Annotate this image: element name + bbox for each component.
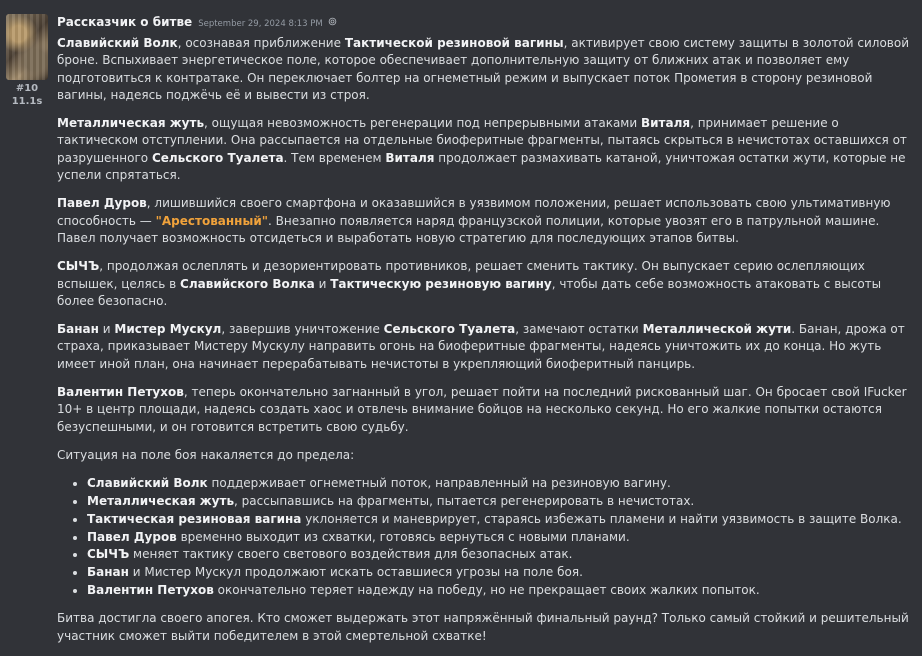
list-item: • Павел Дуров временно выходит из схватки, готовясь вернуться с новыми планами. (87, 529, 919, 546)
list-item: • Тактическая резиновая вагина уклоняется и маневрирует, стараясь избежать пламени и найти уязвимость в защите Волка. (87, 511, 919, 528)
paragraph-5: Банан и Мистер Мускул, завершив уничтожение Сельского Туалета, замечают остатки Металлической жути. Банан, дрожа от страха, приказывает Мистеру Мускулу направить огонь на биоферитные фрагменты, надеясь уничтожить их до конца. Но жуть имеет иной план, она начинает перерабатывать нечистоты в укрепляющий биоферитный панцирь. (57, 322, 905, 371)
paragraph-2: Металлическая жуть, ощущая невозможность регенерации под непрерывными атаками Виталя, принимает решение о тактическом отступлении. Она рассыпается на отдельные биоферитные фрагменты, пытаясь скрыться в нечистотах оставшихся от разрушенного Сельского Туалета. Тем временем Виталя продолжает размахивать катаной, уничтожая остатки жути, которые не успели спрятаться. (57, 116, 907, 183)
list-item: • Валентин Петухов окончательно теряет надежду на победу, но не прекращает своих жалких попыток. (87, 582, 919, 599)
paragraph-7: Ситуация на поле боя накаляется до предела: (57, 447, 355, 462)
status-list (57, 475, 919, 599)
score-label: 11.1s (11, 96, 43, 107)
paragraph-1: Славийский Волк, осознавая приближение Тактической резиновой вагины, активирует свою систему защиты в золотой силовой броне. Вспыхивает энергетическое поле, которое обеспечивает дополнительную защиту от ближних атак и позволяет ему подготовиться к контратаке. Он переключает болтер на огнеметный режим и выпускает поток Прометия в сторону резиновой вагины, надеясь поджёчь её и вывести из строя. (57, 36, 910, 102)
rank-label: #10 (15, 83, 39, 94)
rank-block (6, 82, 48, 108)
paragraph-4: СЫЧЪ, продолжая ослеплять и дезориентировать противников, решает сменить тактику. Он выпускает серию ослепляющих вспышек, целясь в Славийского Волка и Тактическую резиновую вагину, чтобы дать себе возможность атаковать с высоты более безопасно. (57, 259, 882, 308)
paragraph-3: Павел Дуров, лишившийся своего смартфона и оказавшийся в уязвимом положении, решает использовать свою ультимативную способность — "Арестованный". Внезапно появляется наряд французской полиции, которые увозят его в патрульной машине. Павел получает возможность отсидеться и выработать новую стратегию для последующих этапов битвы. (57, 196, 891, 245)
list-item: • Банан и Мистер Мускул продолжают искать оставшиеся угрозы на поле боя. (87, 564, 919, 581)
author-name[interactable]: Рассказчик о битве (57, 15, 193, 29)
ability-highlight: "Арестованный" (155, 213, 268, 228)
paragraph-6: Валентин Петухов, теперь окончательно загнанный в угол, решает пойти на последний рискованный шаг. Он бросает свой IFucker 10+ в центр площади, надеясь создать хаос и отвлечь внимание бойцов на несколько секунд. Но его жалкие попытки остаются безуспешными, и он готовится встретить свою судьбу. (57, 385, 907, 434)
bold-name: Славийский Волк (57, 36, 178, 50)
message-body (57, 14, 919, 656)
list-item: • СЫЧЪ меняет тактику своего светового воздействия для безопасных атак. (87, 546, 919, 563)
user-avatar[interactable] (6, 14, 48, 80)
list-item: • Славийский Волк поддерживает огнеметный поток, направленный на резиновую вагину. (87, 475, 919, 492)
list-item: • Металлическая жуть, рассыпавшись на фрагменты, пытается регенерировать в нечистотах. (87, 493, 919, 510)
message-timestamp: September 29, 2024 8:13 PM (198, 19, 323, 29)
message-header (57, 14, 919, 31)
paragraph-8: Битва достигла своего апогея. Кто сможет выдержать этот напряжённый финальный раунд? Только самый стойкий и решительный участник сможет выйти победителем в этой смертельной схватке! (57, 611, 909, 643)
openai-logo-icon (328, 17, 337, 26)
